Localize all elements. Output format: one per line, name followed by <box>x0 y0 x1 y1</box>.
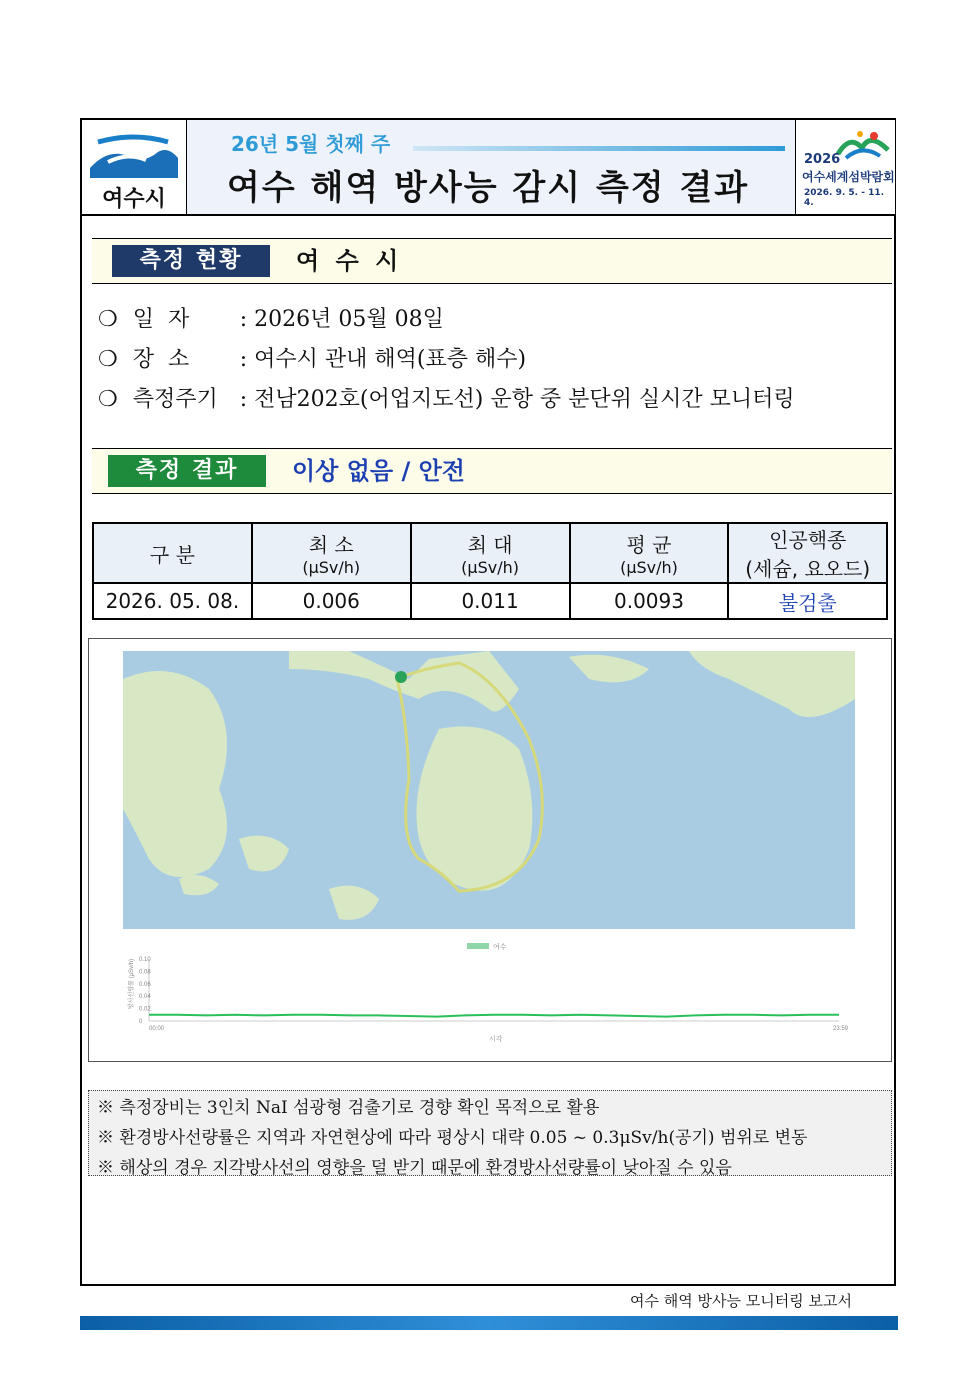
yeosu-city-logo <box>82 120 187 214</box>
status-label: 측정 현황 <box>112 245 270 277</box>
ship-icon <box>395 671 407 683</box>
report-title: 여수 해역 방사능 감시 측정 결과 <box>227 168 750 208</box>
y-tick-label: 0.08 <box>139 969 151 976</box>
map-and-chart-box <box>88 638 892 1062</box>
x-tick-start: 00:00 <box>149 1026 165 1032</box>
info-row-cycle: ❍ 측정주기 : 전남202호(어업지도선) 운항 중 분단위 실시간 모니터링 <box>98 387 795 412</box>
place-value: 여수시 관내 해역(표층 해수) <box>254 347 527 372</box>
footer-bar <box>80 1316 898 1330</box>
title-area <box>187 120 795 214</box>
table-header-row <box>93 523 887 583</box>
result-table <box>92 522 888 620</box>
info-row-date: ❍ 일 자 : 2026년 05월 08일 <box>98 307 444 332</box>
dose-rate-chart <box>89 939 893 1049</box>
result-label: 측정 결과 <box>108 455 266 487</box>
legend-label: 여수 <box>493 944 507 951</box>
expo-hills-icon <box>836 128 890 160</box>
y-axis-label: 방사선량률 (μSv/h) <box>129 958 135 1009</box>
header-min: 최 소 (μSv/h) <box>252 523 411 583</box>
expo-logo <box>795 120 895 214</box>
cell-nuclide: 불검출 <box>728 583 887 619</box>
result-section <box>92 448 892 494</box>
result-value: 이상 없음 / 안전 <box>292 457 465 485</box>
x-tick-end: 23:59 <box>833 1026 849 1032</box>
y-tick-label: 0.02 <box>139 1006 151 1013</box>
status-section <box>92 238 892 284</box>
note-1: ※ 측정장비는 3인치 NaI 섬광형 검출기로 경향 확인 목적으로 활용 <box>97 1098 600 1118</box>
report-frame <box>80 118 896 1286</box>
x-axis-label: 시각 <box>489 1036 503 1043</box>
header-avg: 평 균 (μSv/h) <box>570 523 729 583</box>
yeosu-logo-text: 여수시 <box>102 187 166 212</box>
cycle-value: 전남202호(어업지도선) 운항 중 분단위 실시간 모니터링 <box>254 387 795 412</box>
cell-min: 0.006 <box>252 583 411 619</box>
report-week: 26년 5월 첫째 주 <box>231 132 391 156</box>
y-tick-label: 0.06 <box>139 981 151 988</box>
y-tick-label: 0.10 <box>139 957 151 963</box>
table-row <box>93 583 887 619</box>
header-nuclide: 인공핵종 (세슘, 요오드) <box>728 523 887 583</box>
note-2: ※ 환경방사선량률은 지역과 자연현상에 따라 평상시 대략 0.05 ~ 0.3μSv/h(공기) 범위로 변동 <box>97 1128 808 1148</box>
cell-avg: 0.0093 <box>570 583 729 619</box>
series-line-yeosu <box>149 1015 839 1017</box>
header-category: 구 분 <box>93 523 252 583</box>
subtitle-underline <box>413 146 785 151</box>
header-max: 최 대 (μSv/h) <box>411 523 570 583</box>
cell-max: 0.011 <box>411 583 570 619</box>
date-value: 2026년 05월 08일 <box>254 307 444 332</box>
report-header <box>82 120 894 216</box>
notes-box <box>88 1090 892 1176</box>
expo-dates: 2026. 9. 5. - 11. 4. <box>804 188 885 208</box>
cell-date: 2026. 05. 08. <box>93 583 252 619</box>
y-tick-label: 0 <box>139 1019 143 1025</box>
footer-text: 여수 해역 방사능 모니터링 보고서 <box>630 1292 852 1310</box>
wave-logo-icon <box>88 134 180 178</box>
expo-name: 여수세계섬박람회 <box>802 170 895 184</box>
info-row-place: ❍ 장 소 : 여수시 관내 해역(표층 해수) <box>98 347 527 372</box>
status-value: 여 수 시 <box>296 247 403 275</box>
note-3: ※ 해상의 경우 지각방사선의 영향을 덜 받기 때문에 환경방사선량률이 낮아질 수 있음 <box>97 1158 732 1178</box>
y-tick-label: 0.04 <box>139 994 151 1001</box>
expo-year: 2026 <box>804 152 841 167</box>
legend-swatch <box>467 943 489 949</box>
